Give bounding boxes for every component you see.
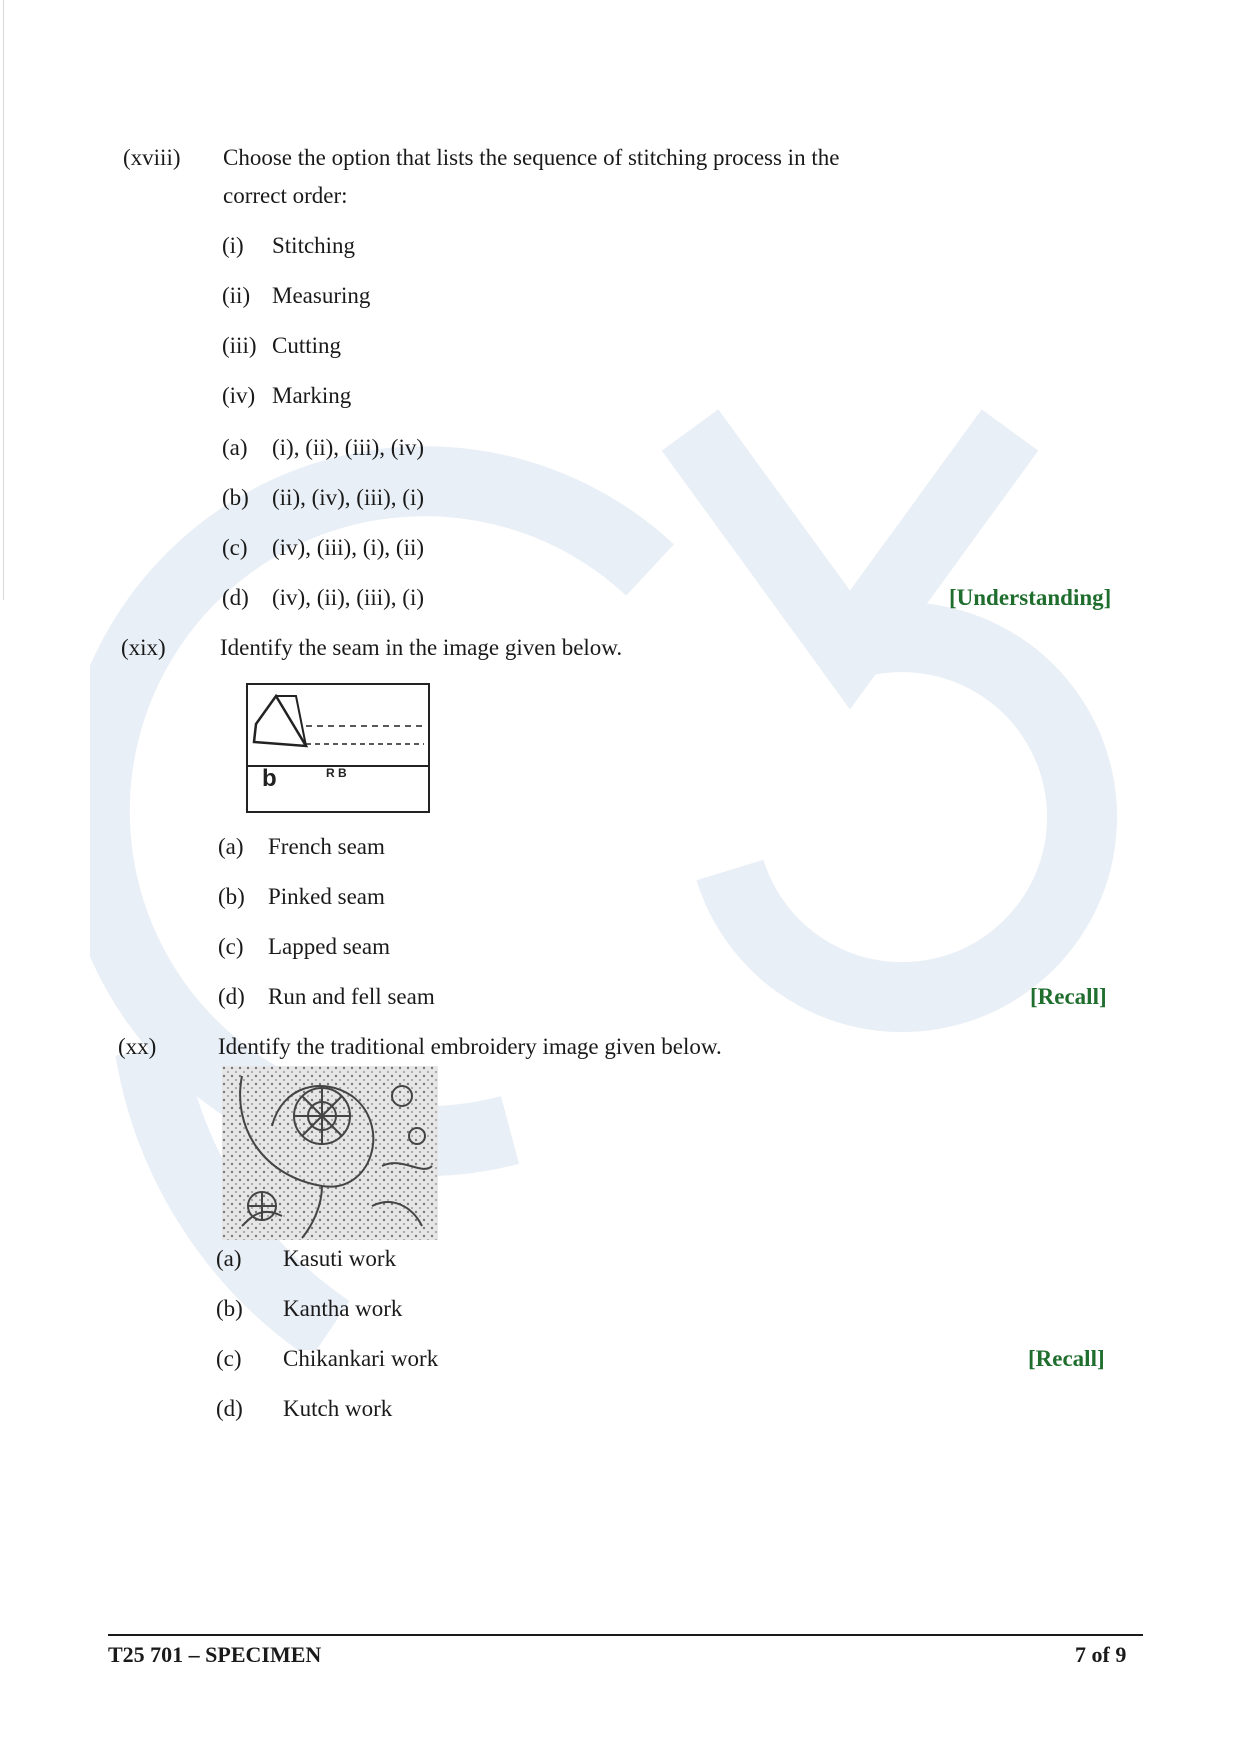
option-text: Run and fell seam	[268, 984, 435, 1009]
option-label: (a)	[216, 1246, 242, 1271]
item-text: Stitching	[272, 233, 356, 258]
cognitive-tag-understanding: [Understanding]	[949, 585, 1112, 610]
option-text: Chikankari work	[283, 1346, 439, 1371]
cognitive-tag-recall: [Recall]	[1028, 1346, 1105, 1371]
option-label: (b)	[222, 485, 249, 510]
option-text: Kantha work	[283, 1296, 403, 1321]
page-number: 7 of 9	[1075, 1642, 1127, 1667]
question-number-xix: (xix)	[121, 635, 166, 660]
option-label: (d)	[218, 984, 245, 1009]
option-text: Kasuti work	[283, 1246, 397, 1271]
option-label: (a)	[218, 834, 244, 859]
paper-code: T25 701 – SPECIMEN	[108, 1642, 322, 1667]
item-label: (i)	[222, 233, 244, 258]
option-text: French seam	[268, 834, 385, 859]
item-label: (iv)	[222, 383, 256, 408]
embroidery-image	[222, 1066, 438, 1240]
option-label: (c)	[216, 1346, 242, 1371]
option-text: (i), (ii), (iii), (iv)	[272, 435, 425, 460]
seam-diagram	[244, 680, 434, 818]
option-label: (d)	[222, 585, 249, 610]
item-text: Measuring	[272, 283, 371, 308]
question-text-xviii-line2: correct order:	[223, 183, 348, 208]
cognitive-tag-recall: [Recall]	[1030, 984, 1107, 1009]
option-label: (b)	[216, 1296, 243, 1321]
option-text: Lapped seam	[268, 934, 390, 959]
item-label: (ii)	[222, 283, 251, 308]
option-label: (c)	[222, 535, 248, 560]
item-text: Marking	[272, 383, 352, 408]
option-text: (iv), (iii), (i), (ii)	[272, 535, 425, 560]
seam-label-big: b	[262, 765, 277, 792]
question-text-xx: Identify the traditional embroidery image given below.	[218, 1034, 722, 1059]
footer-rule	[108, 1634, 1143, 1636]
item-label: (iii)	[222, 333, 257, 358]
option-text: (iv), (ii), (iii), (i)	[272, 585, 425, 610]
option-label: (b)	[218, 884, 245, 909]
option-text: Kutch work	[283, 1396, 393, 1421]
option-label: (c)	[218, 934, 244, 959]
item-text: Cutting	[272, 333, 342, 358]
option-label: (d)	[216, 1396, 243, 1421]
option-label: (a)	[222, 435, 248, 460]
option-text: Pinked seam	[268, 884, 385, 909]
question-number-xx: (xx)	[118, 1034, 157, 1059]
seam-label-small: R B	[326, 766, 347, 780]
scan-edge-line	[3, 0, 4, 600]
question-text-xviii-line1: Choose the option that lists the sequence of stitching process in the	[223, 145, 840, 170]
question-number-xviii: (xviii)	[123, 145, 181, 170]
question-text-xix: Identify the seam in the image given below.	[220, 635, 623, 660]
option-text: (ii), (iv), (iii), (i)	[272, 485, 425, 510]
